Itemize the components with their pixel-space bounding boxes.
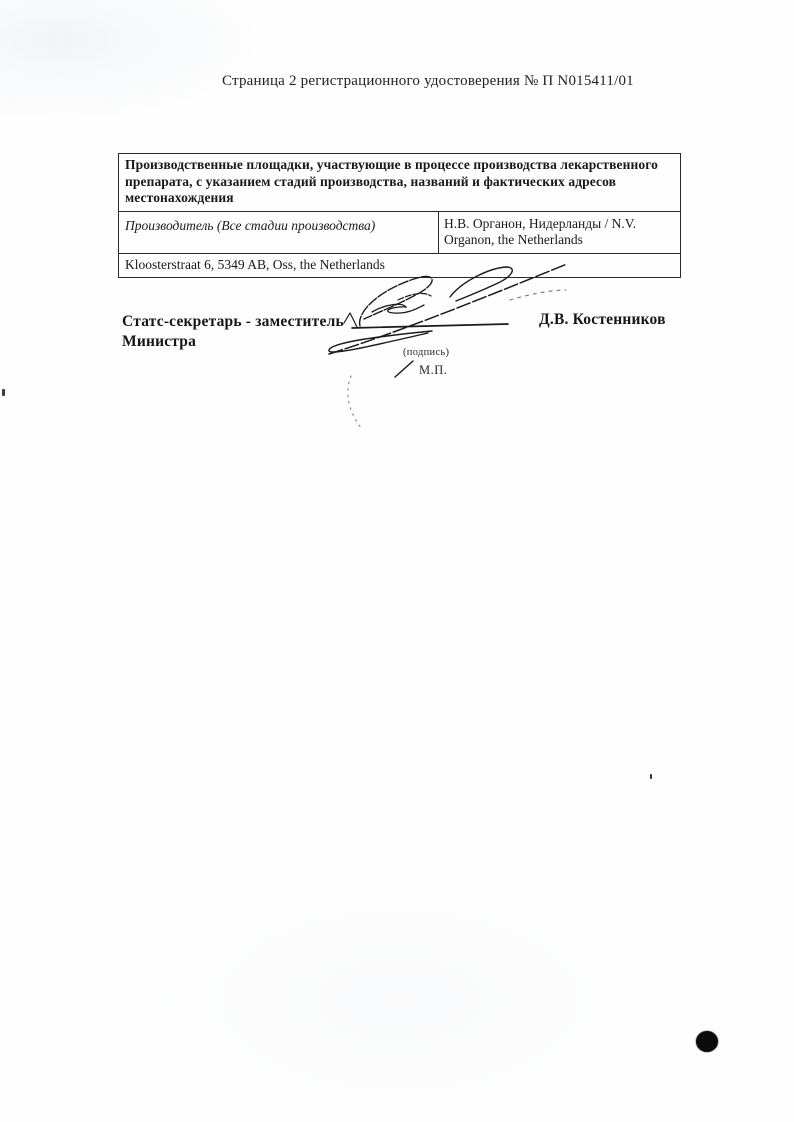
stamp-caption: М.П. (419, 363, 448, 377)
official-title-line1: Статс-секретарь - заместитель (122, 313, 344, 330)
punch-hole-mark (696, 1031, 718, 1052)
official-name: Д.В. Костенников (539, 311, 666, 328)
scan-speck-left-icon (2, 389, 5, 396)
signature-caption: (подпись) (403, 347, 450, 358)
official-title-line2: Министра (122, 333, 197, 350)
page-title: Страница 2 регистрационного удостоверения № П N015411/01 (222, 73, 634, 89)
table-header-cell: Производственные площадки, участвующие в процессе производства лекарственного препарата, с указанием стадий производства, названий и фактических адресов местонахождения (119, 154, 680, 212)
table-row (119, 212, 680, 254)
official-title (122, 312, 344, 352)
producer-label-cell: Производитель (Все стадии производства) (119, 212, 439, 253)
scan-speck-mid-icon (650, 774, 652, 779)
producer-value-cell: Н.В. Органон, Нидерланды / N.V. Organon, the Netherlands (444, 215, 637, 247)
production-sites-table (118, 153, 681, 278)
address-cell: Kloosterstraat 6, 5349 AB, Oss, the Netherlands (125, 256, 385, 272)
